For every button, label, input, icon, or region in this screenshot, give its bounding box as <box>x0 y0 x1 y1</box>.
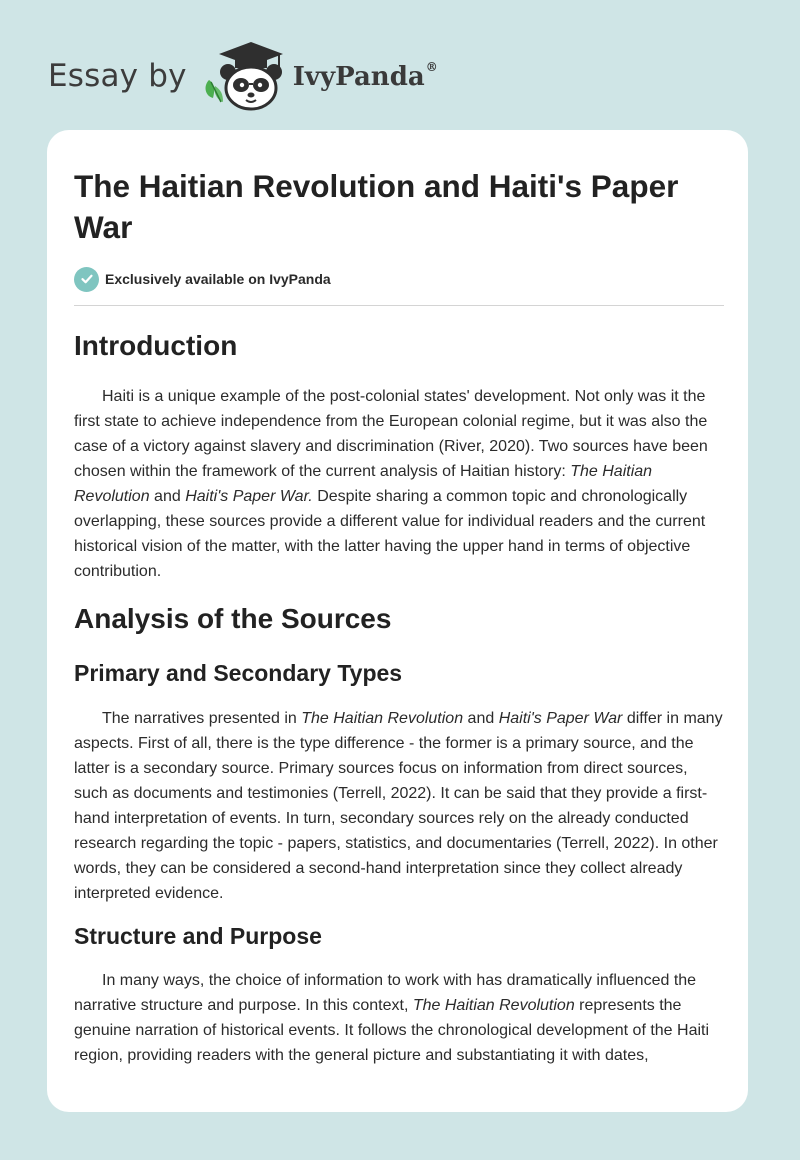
check-circle-icon <box>74 267 99 292</box>
brand-name[interactable] <box>293 62 438 92</box>
essay-by-label: Essay by <box>48 58 187 94</box>
types-paragraph <box>74 706 724 906</box>
text-run: differ in many aspects. First of all, there is the type difference - the former is a primary source, and the latter is a secondary source. Primary sources focus on information from direct sources, such as documents and testimonies (Terrell, 2022). It can be said that they provide a first-hand interpretation of events. In turn, secondary sources rely on the already conducted research regarding the topic - papers, statistics, and documentaries (Terrell, 2022). In other words, they can be considered a second-hand interpretation since they collect already interpreted evidence. <box>74 710 723 902</box>
text-run: Despite sharing a common topic and chronologically overlapping, these sources provide a different value for individual readers and the current historical vision of the matter, with the latter having the upper hand in terms of objective contribution. <box>74 488 706 580</box>
text-run: The narratives presented in <box>102 710 302 727</box>
structure-paragraph <box>74 968 724 1068</box>
essay-content <box>74 166 724 1068</box>
exclusive-badge-text: Exclusively available on IvyPanda <box>105 271 331 287</box>
essay-title: The Haitian Revolution and Haiti's Paper War <box>74 168 679 245</box>
site-header <box>48 34 438 114</box>
registered-mark: ® <box>425 60 438 75</box>
book-title: Haiti's Paper War <box>498 710 623 727</box>
book-title: The Haitian Revolution <box>301 710 464 727</box>
book-title: Haiti's Paper War. <box>185 488 313 505</box>
text-run: and <box>149 488 186 505</box>
types-subheading: Primary and Secondary Types <box>74 660 403 686</box>
book-title: The Haitian Revolution <box>74 463 653 505</box>
introduction-paragraph <box>74 384 724 584</box>
text-run: and <box>463 710 499 727</box>
analysis-heading: Analysis of the Sources <box>74 603 392 634</box>
title-divider <box>74 305 724 306</box>
brand-name-text: IvyPanda <box>292 62 425 92</box>
panda-logo-icon[interactable] <box>201 36 289 112</box>
text-run: Haiti is a unique example of the post-colonial states' development. Not only was it the first state to achieve independence from the European colonial regime, but it was also the case of a victory against slavery and discrimination (River, 2020). Two sources have been chosen within the framework of the current analysis of Haitian history: <box>74 388 708 480</box>
introduction-heading: Introduction <box>74 330 238 361</box>
text-run: represents the genuine narration of historical events. It follows the chronological development of the Haiti region, providing readers with the general picture and substantiating it with dates, <box>74 997 710 1064</box>
essay-card <box>47 130 748 1112</box>
structure-subheading: Structure and Purpose <box>74 923 322 949</box>
exclusive-badge <box>74 266 724 292</box>
text-run: In many ways, the choice of information to work with has dramatically influenced the narrative structure and purpose. In this context, <box>74 972 697 1014</box>
book-title: The Haitian Revolution <box>412 997 575 1014</box>
